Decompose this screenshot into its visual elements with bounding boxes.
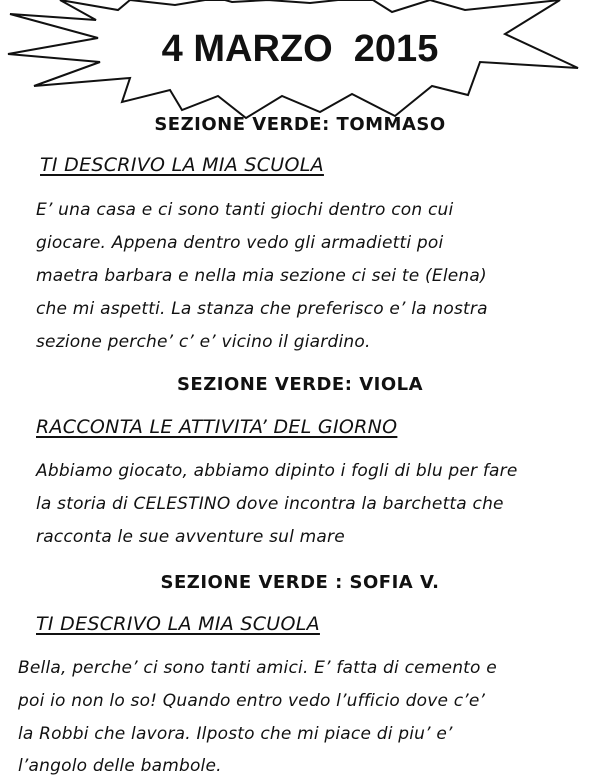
text-line: la storia di CELESTINO dove incontra la barchetta che: [36, 494, 504, 514]
text-line: racconta le sue avventure sul mare: [36, 527, 345, 547]
text-line: giocare. Appena dentro vedo gli armadietti poi: [36, 233, 444, 253]
topic-heading: TI DESCRIVO LA MIA SCUOLA: [36, 613, 320, 635]
section-heading-tommaso: SEZIONE VERDE: TOMMASO: [154, 114, 446, 135]
text-line: la Robbi che lavora. Ilposto che mi piace di piu’ e’: [18, 724, 453, 744]
topic-heading: TI DESCRIVO LA MIA SCUOLA: [40, 154, 324, 176]
text-line: l’angolo delle bambole.: [18, 756, 222, 776]
topic-heading: RACCONTA LE ATTIVITA’ DEL GIORNO: [36, 416, 398, 438]
section-heading-sofia: SEZIONE VERDE : SOFIA V.: [160, 572, 440, 593]
text-line: sezione perche’ c’ e’ vicino il giardino.: [36, 332, 371, 352]
text-line: maetra barbara e nella mia sezione ci sei te (Elena): [36, 266, 487, 286]
text-line: che mi aspetti. La stanza che preferisco e’ la nostra: [36, 299, 488, 319]
section-heading-viola: SEZIONE VERDE: VIOLA: [176, 374, 424, 395]
text-line: Bella, perche’ ci sono tanti amici. E’ fatta di cemento e: [18, 658, 497, 678]
text-line: poi io non lo so! Quando entro vedo l’ufficio dove c’e’: [18, 691, 486, 711]
page-date-title: 4 MARZO 2015: [161, 28, 439, 70]
text-line: E’ una casa e ci sono tanti giochi dentro con cui: [36, 200, 454, 220]
text-line: Abbiamo giocato, abbiamo dipinto i fogli di blu per fare: [36, 461, 518, 481]
